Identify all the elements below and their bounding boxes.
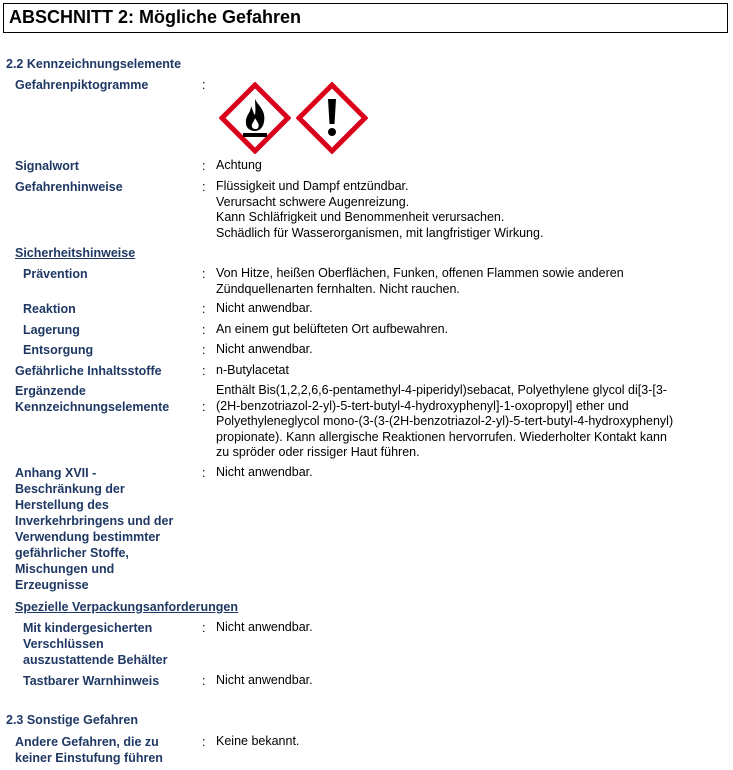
gefahrenhinweise-label: Gefahrenhinweise — [15, 180, 123, 194]
pictograms-label: Gefahrenpiktogramme — [15, 78, 149, 92]
label-line: auszustattende Behälter — [23, 653, 168, 667]
signalwort-value — [216, 158, 726, 174]
entsorgung-label: Entsorgung — [23, 343, 94, 357]
label-line: Erzeugnisse — [15, 578, 89, 592]
entsorgung-value — [216, 342, 726, 358]
supplemental-line: zu spröder oder rissiger Haut führen. — [216, 445, 420, 459]
ergaenzende-label — [15, 383, 205, 415]
section-title: ABSCHNITT 2: Mögliche Gefahren — [9, 7, 302, 27]
colon: : — [202, 302, 206, 316]
anhang-label — [15, 465, 205, 593]
colon: : — [202, 159, 206, 173]
hazard-statement: Schädlich für Wasserorganismen, mit langfristiger Wirkung. — [216, 225, 544, 240]
label-line: Beschränkung der — [15, 482, 125, 496]
entsorgung-text: Nicht anwendbar. — [216, 342, 313, 356]
label-line: Kennzeichnungselemente — [15, 400, 170, 414]
precaution-line: Von Hitze, heißen Oberflächen, Funken, offenen Flammen sowie anderen — [216, 266, 624, 280]
colon: : — [202, 323, 206, 337]
hazard-statement: Verursacht schwere Augenreizung. — [216, 194, 410, 209]
hazard-statement: Kann Schläfrigkeit und Benommenheit verursachen. — [216, 210, 505, 224]
tastbar-label: Tastbarer Warnhinweis — [23, 674, 160, 688]
lagerung-value — [216, 322, 726, 338]
colon: : — [202, 466, 206, 480]
label-line: keiner Einstufung führen — [15, 751, 163, 765]
kindersicher-value — [216, 620, 726, 636]
flame-icon — [219, 82, 291, 154]
kindersicher-label — [23, 620, 213, 668]
section-header-box — [3, 3, 728, 33]
label-line: Mischungen und — [15, 562, 115, 576]
label-line: Herstellung des — [15, 498, 109, 512]
colon: : — [202, 735, 206, 749]
andere-label — [15, 734, 205, 766]
label-line: Verwendung bestimmter — [15, 530, 161, 544]
precaution-line: Zündquellenarten fernhalten. Nicht rauchen. — [216, 281, 460, 296]
colon: : — [202, 674, 206, 688]
colon: : — [202, 621, 206, 635]
colon: : — [202, 78, 206, 92]
colon: : — [202, 400, 206, 414]
label-line: Mit kindergesicherten — [23, 621, 153, 635]
supplemental-line: Enthält Bis(1,2,2,6,6-pentamethyl-4-piperidyl)sebacat, Polyethylene glycol di[3-[3- — [216, 383, 667, 397]
supplemental-line: Polyethyleneglycol mono-(3-(3-(2H-benzotriazol-2-yl)-5-tert-butyl-4-hydroxyphenyl) — [216, 414, 674, 428]
label-line: Anhang XVII - — [15, 466, 97, 480]
exclamation-icon — [296, 82, 368, 154]
sicherheitshinweise-label: Sicherheitshinweise — [15, 246, 136, 260]
signalwort-text: Achtung — [216, 158, 262, 172]
label-line: Andere Gefahren, die zu — [15, 735, 159, 749]
subsection-2-3-title: 2.3 Sonstige Gefahren — [6, 713, 138, 727]
colon: : — [202, 364, 206, 378]
subsection-2-2-title: 2.2 Kennzeichnungselemente — [6, 57, 182, 71]
anhang-value — [216, 465, 726, 481]
label-line: gefährlicher Stoffe, — [15, 546, 129, 560]
gefahrenhinweise-value — [216, 179, 726, 241]
label-line: Ergänzende — [15, 384, 86, 398]
reaktion-label: Reaktion — [23, 302, 76, 316]
label-line: Inverkehrbringens und der — [15, 514, 174, 528]
inhaltsstoffe-label: Gefährliche Inhaltsstoffe — [15, 364, 162, 378]
ergaenzende-value — [216, 383, 726, 461]
colon: : — [202, 180, 206, 194]
colon: : — [202, 267, 206, 281]
supplemental-line: (2H-benzotriazol-2-yl)-5-tert-butyl-4-hydroxyphenyl]-1-oxopropyl] ether und — [216, 398, 629, 413]
praevention-label: Prävention — [23, 267, 88, 281]
reaktion-text: Nicht anwendbar. — [216, 301, 313, 315]
tastbar-value — [216, 673, 726, 689]
lagerung-text: An einem gut belüfteten Ort aufbewahren. — [216, 322, 449, 336]
lagerung-label: Lagerung — [23, 323, 80, 337]
praevention-value — [216, 266, 726, 297]
supplemental-line: propionate). Kann allergische Reaktionen hervorrufen. Wiederholter Kontakt kann — [216, 429, 667, 444]
reaktion-value — [216, 301, 726, 317]
andere-text: Keine bekannt. — [216, 734, 300, 748]
inhaltsstoffe-value — [216, 363, 726, 379]
tastbar-text: Nicht anwendbar. — [216, 673, 313, 687]
hazard-statement: Flüssigkeit und Dampf entzündbar. — [216, 179, 409, 193]
inhaltsstoffe-text: n-Butylacetat — [216, 363, 289, 377]
label-line: Verschlüssen — [23, 637, 104, 651]
signalwort-label: Signalwort — [15, 159, 79, 173]
andere-value — [216, 734, 726, 750]
verpackung-label: Spezielle Verpackungsanforderungen — [15, 600, 238, 614]
kindersicher-text: Nicht anwendbar. — [216, 620, 313, 634]
anhang-text: Nicht anwendbar. — [216, 465, 313, 479]
colon: : — [202, 343, 206, 357]
